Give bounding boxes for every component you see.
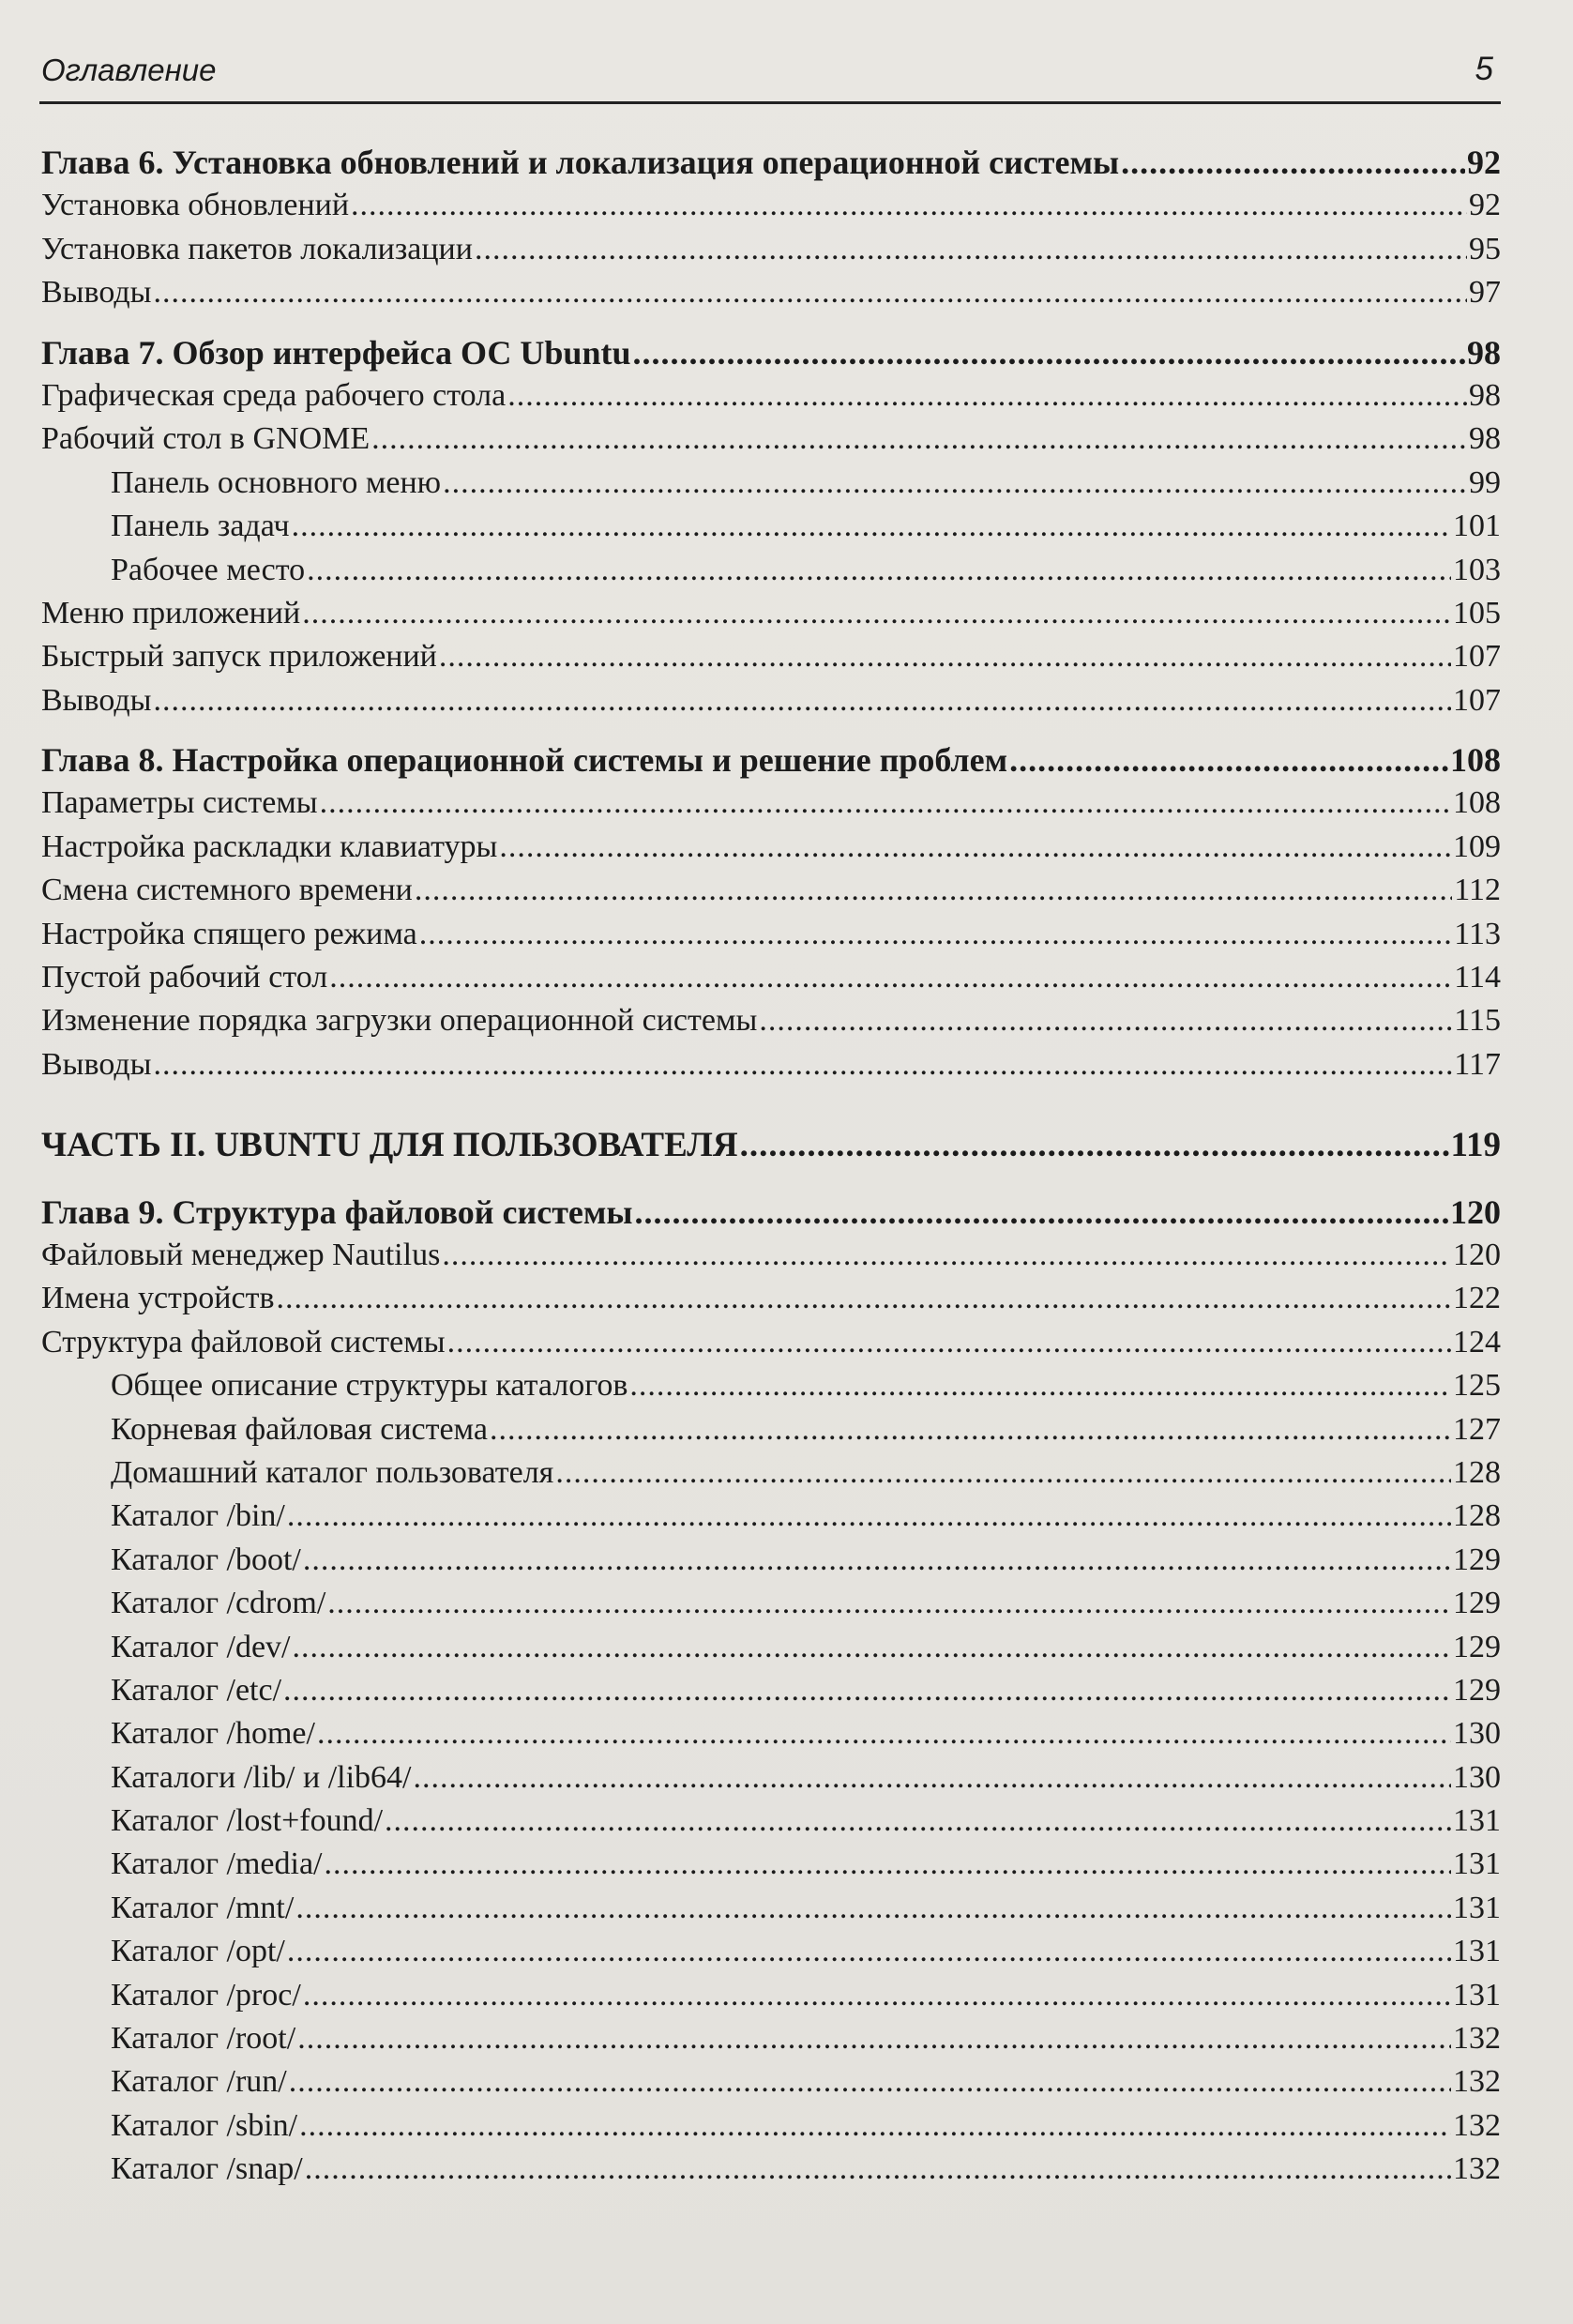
toc-entry-page: 129 [1453, 1672, 1501, 1708]
toc-entry [41, 2148, 1501, 2191]
toc-entry-page: 122 [1453, 1281, 1501, 1316]
toc-entry [41, 1277, 1501, 1320]
dot-leader [443, 462, 1467, 505]
toc-entry-page: 132 [1453, 2107, 1501, 2143]
toc-entry-title: Каталог /proc/ [111, 1977, 301, 2013]
toc-entry-page: 115 [1454, 1003, 1501, 1039]
dot-leader [324, 1843, 1451, 1886]
dot-leader [415, 869, 1452, 912]
toc-entry-title: Каталог /lost+found/ [111, 1803, 384, 1839]
dot-leader [635, 1191, 1448, 1234]
running-head-title: Оглавление [41, 53, 217, 87]
toc-entry-page: 120 [1450, 1192, 1501, 1231]
toc-entry-title: Параметры системы [41, 785, 318, 821]
toc-entry-page: 129 [1453, 1542, 1501, 1577]
toc-entry-page: 107 [1453, 639, 1501, 675]
section-spacer [41, 1168, 1501, 1191]
toc-entry-page: 124 [1453, 1324, 1501, 1359]
dot-leader [1121, 141, 1465, 184]
dot-leader [302, 592, 1451, 635]
toc-entry-page: 113 [1454, 916, 1501, 951]
toc-entry [41, 1582, 1501, 1625]
dot-leader [413, 1756, 1451, 1800]
toc-entry-title: Выводы [41, 1046, 152, 1082]
dot-leader [419, 913, 1453, 956]
toc-entry [41, 1234, 1501, 1277]
toc-entry [41, 999, 1501, 1042]
toc-entry [41, 782, 1501, 825]
toc-entry [41, 1408, 1501, 1451]
toc-entry [41, 679, 1501, 722]
dot-leader [154, 271, 1467, 314]
section-spacer [41, 315, 1501, 331]
toc-entry [41, 1043, 1501, 1086]
toc-entry-title: Выводы [41, 275, 152, 311]
toc-entry-title: Каталог /bin/ [111, 1498, 285, 1534]
dot-leader [629, 1364, 1451, 1407]
toc-entry-page: 92 [1467, 144, 1501, 181]
toc-entry-title: Установка обновлений [41, 188, 350, 223]
section-spacer [41, 1086, 1501, 1124]
dot-leader [303, 1974, 1451, 2017]
toc-entry-title: Общее описание структуры каталогов [111, 1368, 628, 1404]
toc-entry [41, 1930, 1501, 1973]
dot-leader [293, 1626, 1452, 1669]
dot-leader [447, 1321, 1451, 1364]
toc-entry [41, 956, 1501, 999]
toc-entry-title: Быстрый запуск приложений [41, 639, 437, 675]
toc-entry-page: 103 [1453, 552, 1501, 587]
dot-leader [555, 1451, 1451, 1495]
toc-entry-title: Каталог /media/ [111, 1846, 323, 1882]
toc-entry-page: 127 [1453, 1411, 1501, 1447]
toc-entry-page: 112 [1454, 873, 1501, 908]
toc-entry-title: Структура файловой системы [41, 1324, 446, 1359]
toc-entry-page: 132 [1453, 2064, 1501, 2100]
toc-entry-page: 105 [1453, 595, 1501, 630]
toc-entry-title: Каталог /etc/ [111, 1672, 282, 1708]
toc-entry-page: 128 [1453, 1454, 1501, 1490]
dot-leader [289, 2060, 1451, 2104]
dot-leader [385, 1800, 1451, 1843]
dot-leader [633, 331, 1466, 374]
dot-leader [442, 1234, 1451, 1277]
toc-entry-page: 129 [1453, 1629, 1501, 1664]
section-spacer [41, 722, 1501, 738]
toc-entry-page: 131 [1453, 1803, 1501, 1839]
toc-entry-title: Смена системного времени [41, 873, 413, 908]
toc-entry-page: 109 [1453, 828, 1501, 864]
toc-entry-page: 98 [1469, 421, 1501, 457]
dot-leader [305, 2148, 1451, 2191]
toc-entry [41, 1669, 1501, 1712]
toc-entry-title: Каталог /root/ [111, 2021, 296, 2057]
toc-entry-title: Настройка раскладки клавиатуры [41, 828, 498, 864]
toc-entry-title: Установка пакетов локализации [41, 231, 473, 266]
toc-entry-page: 128 [1453, 1498, 1501, 1534]
toc-entry [41, 462, 1501, 505]
toc-entry-title: Изменение порядка загрузки операционной системы [41, 1003, 758, 1039]
dot-leader [297, 2017, 1451, 2060]
dot-leader [292, 505, 1451, 548]
dot-leader [351, 184, 1467, 227]
toc-entry-title: ЧАСТЬ II. UBUNTU ДЛЯ ПОЛЬЗОВАТЕЛЯ [41, 1126, 738, 1165]
toc-entry [41, 869, 1501, 912]
toc-entry-title: Файловый менеджер Nautilus [41, 1237, 441, 1272]
toc-entry-title: Пустой рабочий стол [41, 960, 328, 995]
dot-leader [740, 1124, 1449, 1167]
dot-leader [303, 1539, 1451, 1582]
toc-entry-page: 130 [1453, 1759, 1501, 1795]
toc-part-entry [41, 1124, 1501, 1167]
toc-entry-title: Каталог /cdrom/ [111, 1586, 326, 1621]
toc-entry [41, 1887, 1501, 1930]
toc-entry [41, 1974, 1501, 2017]
table-of-contents [41, 141, 1501, 2192]
toc-entry-title: Меню приложений [41, 595, 301, 630]
dot-leader [283, 1669, 1451, 1712]
dot-leader [317, 1712, 1451, 1755]
toc-entry-page: 95 [1469, 231, 1501, 266]
toc-entry-page: 98 [1469, 377, 1501, 413]
toc-entry-page: 131 [1453, 1890, 1501, 1925]
dot-leader [287, 1495, 1451, 1538]
dot-leader [320, 782, 1451, 825]
toc-entry-page: 132 [1453, 2151, 1501, 2187]
toc-entry-page: 98 [1467, 333, 1501, 372]
toc-entry-page: 107 [1453, 682, 1501, 718]
toc-entry [41, 2104, 1501, 2148]
dot-leader [507, 374, 1467, 418]
dot-leader [307, 549, 1451, 592]
toc-entry-title: Каталог /dev/ [111, 1629, 291, 1664]
toc-entry-title: Рабочий стол в GNOME [41, 421, 371, 457]
toc-entry [41, 1626, 1501, 1669]
toc-entry-page: 130 [1453, 1716, 1501, 1752]
toc-entry-page: 108 [1453, 785, 1501, 821]
toc-entry-page: 120 [1453, 1237, 1501, 1272]
toc-entry-page: 129 [1453, 1586, 1501, 1621]
toc-chapter-entry [41, 738, 1501, 782]
toc-entry [41, 1495, 1501, 1538]
toc-entry [41, 1321, 1501, 1364]
dot-leader [295, 1887, 1451, 1930]
toc-entry-page: 97 [1469, 275, 1501, 311]
toc-entry-title: Каталог /snap/ [111, 2151, 303, 2187]
toc-chapter-entry [41, 331, 1501, 374]
toc-entry-title: Настройка спящего режима [41, 916, 417, 951]
toc-entry-page: 125 [1453, 1368, 1501, 1404]
toc-entry-page: 119 [1450, 1126, 1501, 1165]
toc-entry [41, 1756, 1501, 1800]
dot-leader [327, 1582, 1451, 1625]
toc-entry [41, 1364, 1501, 1407]
toc-entry [41, 271, 1501, 314]
toc-entry-title: Рабочее место [111, 552, 306, 587]
toc-entry-title: Каталог /home/ [111, 1716, 315, 1752]
toc-entry-page: 92 [1469, 188, 1501, 223]
dot-leader [154, 1043, 1453, 1086]
toc-entry-page: 114 [1454, 960, 1501, 995]
toc-entry-title: Глава 7. Обзор интерфейса ОС Ubuntu [41, 333, 631, 372]
toc-entry-title: Выводы [41, 682, 152, 718]
toc-entry-page: 131 [1453, 1934, 1501, 1969]
toc-entry-page: 101 [1453, 509, 1501, 544]
toc-entry-title: Имена устройств [41, 1281, 275, 1316]
toc-entry-title: Каталог /sbin/ [111, 2107, 298, 2143]
toc-entry-title: Каталог /opt/ [111, 1934, 285, 1969]
toc-entry-title: Панель задач [111, 509, 290, 544]
dot-leader [299, 2104, 1451, 2148]
toc-entry-title: Корневая файловая система [111, 1411, 488, 1447]
toc-entry-title: Домашний каталог пользователя [111, 1454, 554, 1490]
toc-entry [41, 592, 1501, 635]
toc-entry [41, 1712, 1501, 1755]
toc-chapter-entry [41, 141, 1501, 184]
toc-entry-title: Каталог /mnt/ [111, 1890, 295, 1925]
toc-entry [41, 1800, 1501, 1843]
toc-entry-title: Панель основного меню [111, 464, 442, 500]
dot-leader [499, 826, 1451, 869]
toc-entry [41, 635, 1501, 678]
dot-leader [287, 1930, 1451, 1973]
toc-entry [41, 1451, 1501, 1495]
toc-entry-page: 131 [1453, 1977, 1501, 2013]
toc-chapter-entry [41, 1191, 1501, 1234]
toc-entry-title: Каталог /boot/ [111, 1542, 301, 1577]
dot-leader [475, 228, 1467, 271]
dot-leader [154, 679, 1451, 722]
dot-leader [759, 999, 1452, 1042]
toc-entry [41, 2017, 1501, 2060]
toc-entry [41, 418, 1501, 461]
dot-leader [1009, 738, 1448, 782]
dot-leader [329, 956, 1452, 999]
toc-entry [41, 374, 1501, 418]
toc-entry-page: 99 [1469, 464, 1501, 500]
toc-entry [41, 1843, 1501, 1886]
toc-entry-page: 108 [1450, 741, 1501, 780]
toc-entry [41, 549, 1501, 592]
toc-entry-title: Графическая среда рабочего стола [41, 377, 507, 413]
toc-entry [41, 505, 1501, 548]
toc-entry-title: Глава 6. Установка обновлений и локализация операционной системы [41, 144, 1120, 181]
toc-entry [41, 2060, 1501, 2104]
toc-entry [41, 184, 1501, 227]
toc-entry-title: Каталог /run/ [111, 2064, 287, 2100]
toc-entry [41, 913, 1501, 956]
running-head-page-number: 5 [1475, 51, 1493, 87]
running-head [39, 49, 1501, 104]
toc-entry-page: 132 [1453, 2021, 1501, 2057]
dot-leader [439, 635, 1451, 678]
dot-leader [277, 1277, 1451, 1320]
toc-entry-page: 131 [1453, 1846, 1501, 1882]
toc-entry [41, 228, 1501, 271]
dot-leader [490, 1408, 1451, 1451]
toc-entry-page: 117 [1454, 1046, 1501, 1082]
toc-entry-title: Каталоги /lib/ и /lib64/ [111, 1759, 412, 1795]
toc-entry-title: Глава 8. Настройка операционной системы и решение проблем [41, 741, 1008, 780]
toc-entry [41, 1539, 1501, 1582]
dot-leader [371, 418, 1467, 461]
toc-entry-title: Глава 9. Структура файловой системы [41, 1192, 633, 1231]
toc-entry [41, 826, 1501, 869]
